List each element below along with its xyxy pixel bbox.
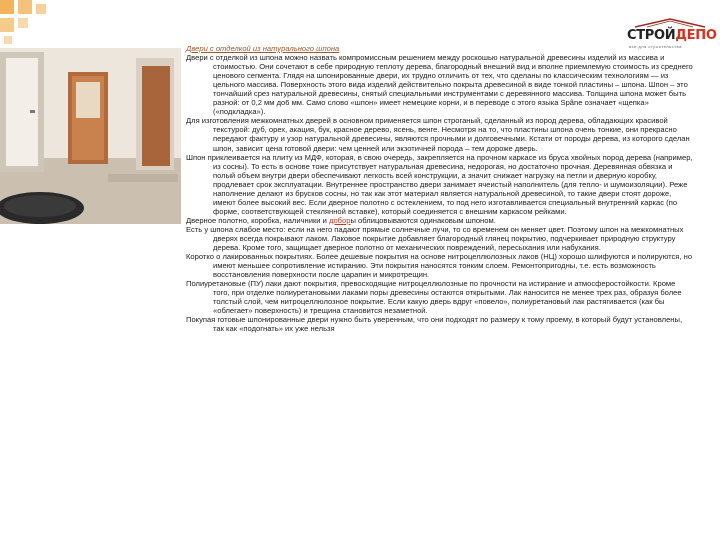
paragraph xyxy=(186,216,694,225)
paragraph: Двери с отделкой из шпона можно назвать компромиссным решением между роскошью натуральной древесины изделий из массива и стоимостью. Они сочетают в себе природную теплоту дерева, благородный внешний вид и вполне приемлемую стоимость из среднего ценового сегмента. Глядя на шпонированные двери, их трудно отличить от тех, что сделаны по классическим технологиям — из цельного массива. Поверхность этого вида изделий действительно покрыта древесиной в виде тонкой пластины – шпона. Шпон – это тончайший срез натуральной древесины, снятый специальными инструментами с деревянного массива. Толщина шпона может быть разной: от 0,2 мм до6 мм. Само слово «шпон» имеет немецкие корни, и в переводе с этого языка Spâne означает «щепка» («подкладка»). xyxy=(186,53,693,117)
paragraph: Шпон приклеивается на плиту из МДФ, которая, в свою очередь, закрепляется на прочном каркасе из бруса хвойных пород дерева (например, из сосны). То есть в основе тоже присутствует натуральная древесина, недорогая, но достаточно прочная. Деревянная обвязка и полый объем внутри двери обеспечивают легкость всей конструкции, а значит снижает нагрузку на петли и дверную коробку, продлевает срок эксплуатации. Внутреннее пространство двери занимает ячеистый наполнитель (для тепло- и шумоизоляции). Реже наполнение делают из брусков сосны, но так как этот материал является натуральной древесиной, то такие двери стоят дороже, имеют более высокий вес. Если дверное полотно с остеклением, то под него изготавливается специальный внутренний каркас (по форме, соответствующей стеклянной вставке), который соединяется с внешним каркасом рейками. xyxy=(186,152,693,216)
logo-wordmark: СТРОЙДЕПО xyxy=(627,28,717,43)
paragraph: Покупая готовые шпонированные двери нужно быть уверенным, что они подходят по размеру к тому проему, в который будут установлены, так как «подогнать» их уже нельзя xyxy=(186,315,683,334)
dobor-link[interactable]: добор xyxy=(329,215,351,225)
paragraph-text: ы облицовываются одинаковым шпоном. xyxy=(350,215,496,225)
article-content xyxy=(186,44,694,334)
paragraph: Коротко о лакированных покрытиях. Более дешевые покрытия на основе нитроцеллюлозных лаков (НЦ) хорошо шлифуются и полируются, но имеют меньшее сопротивление истиранию. Эти покрытия наносятся тонким слоем. Ремонтопригодны, т.е. есть возможность восстановления поверхности после царапин и микротрещин. xyxy=(186,252,693,280)
interior-door-photo xyxy=(0,48,181,224)
paragraph-text: Дверное полотно, коробка, наличники и xyxy=(186,215,330,225)
paragraph: Полиуретановые (ПУ) лаки дают покрытия, превосходящие нитроцеллюлозные по прочности на истирание и атмосферостойкости. Кроме того, при отделке полиуретановыми лаками поры древесины остаются открытыми. Лак наносится не менее трех раз, образуя более толстый слой, чем нитроцеллюлозное покрытие. Если какую дверь вдруг «повело», полиуретановый лак растягивается (как бы «облегает» поверхность) и трещина становится незаметной. xyxy=(186,279,682,316)
paragraph: Для изготовления межкомнатных дверей в основном применяется шпон строганый, сделанный из пород дерева, обладающих красивой текстурой: дуб, орех, акация, бук, красное дерево, ясень, венге. Несмотря на то, что пластины шпона очень тонкие, они прекрасно передают фактуру и узор натуральной древесины, являются прочными и долговечными. Кстати от породы дерева, из которого сделан шпон, зависит цена готовой двери: чем ценней или экзотичней порода – тем дороже дверь. xyxy=(186,116,690,153)
decorative-squares xyxy=(0,0,60,50)
paragraph: Есть у шпона слабое место: если на него падают прямые солнечные лучи, то со временем он меняет цвет. Поэтому шпон на межкомнатных дверях всегда покрывают лаком. Лаковое покрытие добавляет благородный глянец покрытию, подчеркивает природную структуру дерева. Кроме того, защищает дверное полотно от механических повреждений, пересыхания или набухания. xyxy=(186,224,684,253)
article-title: Двери с отделкой из натурального шпона xyxy=(186,44,340,53)
logo-tagline: все для строительства xyxy=(629,44,682,49)
